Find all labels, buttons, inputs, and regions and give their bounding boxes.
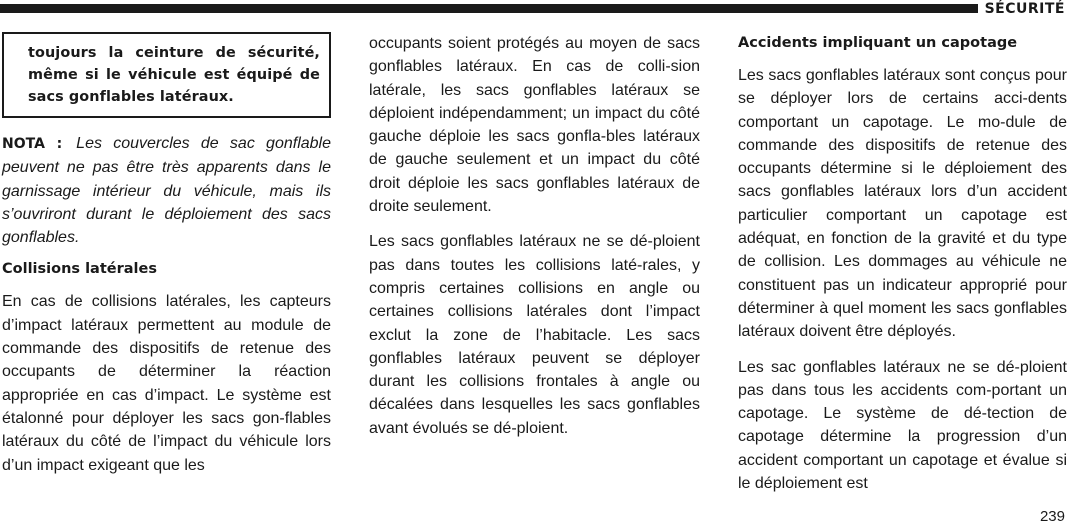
heading-side-collisions: Collisions latérales [2, 261, 157, 278]
column-middle [369, 32, 700, 440]
column-right [738, 32, 1067, 495]
heading-rollover: Accidents impliquant un capotage [738, 35, 1018, 51]
warning-text: toujours la ceinture de sécurité, même si le véhicule est équipé de sacs gonflables latéraux. [28, 45, 320, 105]
warning-box [2, 32, 331, 118]
note-paragraph [2, 132, 331, 249]
section-title: SÉCURITÉ [984, 1, 1065, 17]
paragraph-occupants: occupants soient protégés au moyen de sacs gonflables latéraux. En cas de colli-sion latérale, les sacs gonflables latéraux se déploient indépendamment; un impact du côté gauche déploie les sacs gonfla-bles latéraux de gauche seulement et un impact du côté droit déploie les sacs gonflables latéraux de droite seulement. [369, 35, 700, 216]
column-left [2, 32, 331, 477]
note-label: NOTA : [2, 136, 63, 152]
paragraph-no-deploy: Les sacs gonflables latéraux ne se dé-ploient pas dans toutes les collisions laté-rales, y compris certaines collisions en angle ou certaines collisions latérales dont l’impact exclut la zone de l’habitacle. Les sacs gonflables latéraux peuvent se déployer durant les collisions frontales à angle ou décalées dans lesquelles les sacs gonflables avant évolués se dé-ploient. [369, 233, 700, 437]
paragraph-side-collisions: En cas de collisions latérales, les capteurs d’impact latéraux permettent au module de commande des dispositifs de retenue des occupants de déterminer la réaction appropriée en cas d’impact. Le système est étalonné pour déployer les sacs gon-flables latéraux du côté de l’impact du véhicule lors d’un impact exigeant que les [2, 293, 331, 474]
paragraph-rollover-detection: Les sac gonflables latéraux ne se dé-ploient pas dans tous les accidents com-portant un capotage. Le système de dé-tection de capotage détermine la progression d’un accident comportant un capotage et évalue si le déploiement est [738, 358, 1067, 493]
note-text: Les couvercles de sac gonflable peuvent ne pas être très apparents dans le garnissage intérieur du véhicule, mais ils s’ouvriront durant le déploiement des sacs gonflables. [2, 135, 331, 247]
page-number: 239 [1039, 508, 1065, 525]
paragraph-rollover-design: Les sacs gonflables latéraux sont conçus pour se déployer lors de certains acci-dents comportant un capotage. Le mo-dule de commande des dispositifs de retenue des occupants détermine si le déploiement des sacs gonflables latéraux lors d’un accident particulier comportant un capotage est adéquat, en fonction de la gravité et du type de collision. Les dommages au véhicule ne constituent pas un indicateur approprié pour déterminer à quel moment les sacs gonflables latéraux doivent être déployés. [738, 67, 1067, 341]
header-rule [0, 4, 978, 13]
